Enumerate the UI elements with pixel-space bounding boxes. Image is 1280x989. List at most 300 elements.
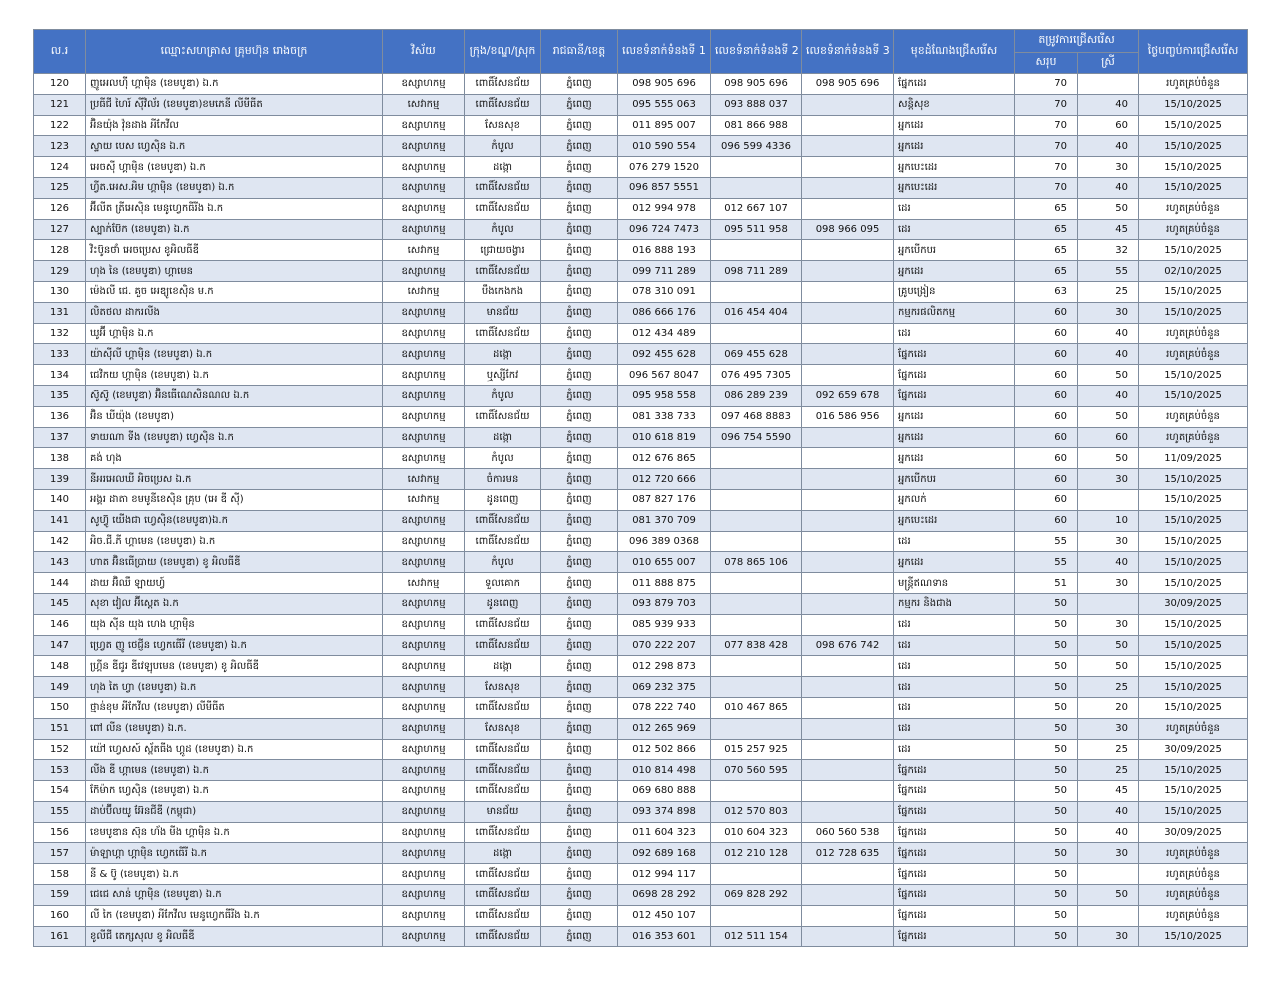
cell-position: ផ្នែកដេរ: [894, 801, 1015, 822]
cell-deadline: រហូតគ្រប់ចំនួន: [1139, 843, 1248, 864]
cell-position: ដេរ: [894, 677, 1015, 698]
cell-female: 60: [1078, 427, 1139, 448]
header-company: ឈ្មោះសហគ្រាស គ្រុមហ៊ុន រោងចក្រ: [86, 30, 383, 74]
cell-deadline: 15/10/2025: [1139, 677, 1248, 698]
cell-total: 65: [1015, 240, 1078, 261]
cell-phone1: 012 720 666: [618, 469, 711, 490]
cell-district: ពោធិ៍សែនជ័យ: [465, 323, 541, 344]
cell-phone2: 012 667 107: [711, 198, 802, 219]
cell-province: ភ្នំពេញ: [541, 261, 618, 282]
cell-no: 124: [34, 157, 86, 178]
cell-phone2: 098 711 289: [711, 261, 802, 282]
cell-company: ខេមបូឌាន ស៊ុន ហ័ង មីង ហ្គាម៉ិន ឯ.ក: [86, 822, 383, 843]
cell-province: ភ្នំពេញ: [541, 177, 618, 198]
cell-district: កំបូល: [465, 552, 541, 573]
cell-phone1: 096 857 5551: [618, 177, 711, 198]
cell-position: ផ្នែកដេរ: [894, 822, 1015, 843]
table-row: [34, 864, 1248, 885]
cell-deadline: 30/09/2025: [1139, 739, 1248, 760]
cell-total: 50: [1015, 905, 1078, 926]
cell-deadline: រហូតគ្រប់ចំនួន: [1139, 885, 1248, 906]
cell-phone2: 070 560 595: [711, 760, 802, 781]
cell-phone3: [802, 302, 894, 323]
cell-sector: ឧស្សាហកម្ម: [383, 843, 465, 864]
cell-position: ដេរ: [894, 718, 1015, 739]
cell-deadline: 15/10/2025: [1139, 760, 1248, 781]
cell-deadline: 15/10/2025: [1139, 656, 1248, 677]
cell-province: ភ្នំពេញ: [541, 822, 618, 843]
cell-female: 30: [1078, 718, 1139, 739]
table-row: [34, 697, 1248, 718]
cell-phone2: 010 467 865: [711, 697, 802, 718]
cell-female: 30: [1078, 926, 1139, 947]
table-row: [34, 531, 1248, 552]
cell-phone1: 086 666 176: [618, 302, 711, 323]
cell-deadline: 15/10/2025: [1139, 801, 1248, 822]
cell-deadline: 15/10/2025: [1139, 781, 1248, 802]
cell-company: ឃូអ៊ី ហ្គាម៉ិន ឯ.ក: [86, 323, 383, 344]
cell-phone3: [802, 448, 894, 469]
cell-position: ផ្នែកដេរ: [894, 365, 1015, 386]
cell-total: 50: [1015, 718, 1078, 739]
cell-female: 10: [1078, 510, 1139, 531]
cell-sector: ឧស្សាហកម្ម: [383, 136, 465, 157]
cell-female: 40: [1078, 822, 1139, 843]
cell-total: 50: [1015, 593, 1078, 614]
cell-province: ភ្នំពេញ: [541, 718, 618, 739]
cell-no: 140: [34, 489, 86, 510]
cell-position: អ្នកដេរ: [894, 427, 1015, 448]
table-row: [34, 115, 1248, 136]
cell-deadline: 15/10/2025: [1139, 469, 1248, 490]
cell-province: ភ្នំពេញ: [541, 302, 618, 323]
cell-province: ភ្នំពេញ: [541, 926, 618, 947]
cell-total: 60: [1015, 448, 1078, 469]
header-deadline: ថ្ងៃបញ្ចប់ការជ្រើសរើស: [1139, 30, 1248, 74]
cell-company: វិះប៊ូនថាំ អេចប្រេស ខូអិលធីឌី: [86, 240, 383, 261]
cell-female: 30: [1078, 157, 1139, 178]
cell-province: ភ្នំពេញ: [541, 365, 618, 386]
cell-position: ដេរ: [894, 198, 1015, 219]
cell-phone3: [802, 573, 894, 594]
cell-company: ជេវិកយ ហ្គាម៉ិន (ខេមបូឌា) ឯ.ក: [86, 365, 383, 386]
cell-phone1: 093 879 703: [618, 593, 711, 614]
cell-position: ដេរ: [894, 697, 1015, 718]
cell-district: ដង្កោ: [465, 656, 541, 677]
cell-phone3: [802, 552, 894, 573]
cell-no: 160: [34, 905, 86, 926]
cell-no: 161: [34, 926, 86, 947]
table-row: [34, 94, 1248, 115]
cell-no: 157: [34, 843, 86, 864]
cell-phone2: 010 604 323: [711, 822, 802, 843]
cell-no: 136: [34, 406, 86, 427]
cell-total: 50: [1015, 760, 1078, 781]
cell-province: ភ្នំពេញ: [541, 614, 618, 635]
cell-company: យ៉ាស៊ីលី ហ្គាម៉ិន (ខេមបូឌា) ឯ.ក: [86, 344, 383, 365]
cell-phone1: 096 389 0368: [618, 531, 711, 552]
cell-company: ក៊ែម៉ាក ហ្វេស៊ិន (ខេមបូឌា) ឯ.ក: [86, 781, 383, 802]
cell-company: អ៊ិន ឃីយ៉ុង (ខេមបូឌា): [86, 406, 383, 427]
cell-total: 50: [1015, 822, 1078, 843]
cell-district: ពោធិ៍សែនជ័យ: [465, 885, 541, 906]
cell-phone3: [802, 177, 894, 198]
cell-deadline: 30/09/2025: [1139, 593, 1248, 614]
cell-phone1: 012 434 489: [618, 323, 711, 344]
cell-sector: ឧស្សាហកម្ម: [383, 593, 465, 614]
cell-total: 50: [1015, 864, 1078, 885]
cell-total: 65: [1015, 198, 1078, 219]
cell-no: 132: [34, 323, 86, 344]
cell-position: អ្នកដេរ: [894, 552, 1015, 573]
cell-no: 147: [34, 635, 86, 656]
cell-phone1: 011 888 875: [618, 573, 711, 594]
cell-company: អិច.ជី.ភី ហ្គាមេន (ខេមបូឌា) ឯ.ក: [86, 531, 383, 552]
header-no: ល.រ: [34, 30, 86, 74]
table-row: [34, 614, 1248, 635]
cell-deadline: 15/10/2025: [1139, 489, 1248, 510]
table-row: [34, 344, 1248, 365]
cell-position: ដេរ: [894, 531, 1015, 552]
table-row: [34, 323, 1248, 344]
cell-deadline: 15/10/2025: [1139, 573, 1248, 594]
cell-province: ភ្នំពេញ: [541, 801, 618, 822]
cell-no: 146: [34, 614, 86, 635]
cell-position: ដេរ: [894, 656, 1015, 677]
cell-sector: ឧស្សាហកម្ម: [383, 385, 465, 406]
cell-sector: ឧស្សាហកម្ម: [383, 552, 465, 573]
cell-female: 50: [1078, 635, 1139, 656]
cell-district: ចំការមន: [465, 469, 541, 490]
cell-deadline: 15/10/2025: [1139, 177, 1248, 198]
cell-province: ភ្នំពេញ: [541, 219, 618, 240]
cell-phone3: [802, 489, 894, 510]
cell-female: 30: [1078, 531, 1139, 552]
cell-phone2: 069 828 292: [711, 885, 802, 906]
cell-phone3: [802, 531, 894, 552]
cell-phone1: 092 455 628: [618, 344, 711, 365]
cell-female: 25: [1078, 739, 1139, 760]
cell-no: 159: [34, 885, 86, 906]
cell-total: 70: [1015, 136, 1078, 157]
cell-female: 30: [1078, 302, 1139, 323]
table-row: [34, 219, 1248, 240]
cell-sector: ឧស្សាហកម្ម: [383, 448, 465, 469]
cell-deadline: 15/10/2025: [1139, 281, 1248, 302]
cell-phone3: [802, 864, 894, 885]
cell-deadline: រហូតគ្រប់ចំនួន: [1139, 198, 1248, 219]
cell-no: 158: [34, 864, 86, 885]
cell-phone2: [711, 240, 802, 261]
cell-sector: ឧស្សាហកម្ម: [383, 885, 465, 906]
cell-position: កម្មករ និងជាង: [894, 593, 1015, 614]
cell-phone1: 016 353 601: [618, 926, 711, 947]
cell-province: ភ្នំពេញ: [541, 385, 618, 406]
cell-female: 45: [1078, 219, 1139, 240]
cell-phone1: 069 680 888: [618, 781, 711, 802]
cell-company: នី & ប៊ូ (ខេមបូឌា) ឯ.ក: [86, 864, 383, 885]
cell-phone3: [802, 697, 894, 718]
cell-deadline: 02/10/2025: [1139, 261, 1248, 282]
table-row: [34, 656, 1248, 677]
cell-no: 145: [34, 593, 86, 614]
cell-sector: ឧស្សាហកម្ម: [383, 115, 465, 136]
cell-female: 60: [1078, 115, 1139, 136]
cell-female: [1078, 864, 1139, 885]
cell-sector: ឧស្សាហកម្ម: [383, 406, 465, 427]
cell-phone3: 098 676 742: [802, 635, 894, 656]
cell-district: ពោធិ៍សែនជ័យ: [465, 406, 541, 427]
cell-deadline: 15/10/2025: [1139, 697, 1248, 718]
cell-phone3: [802, 94, 894, 115]
cell-position: អ្នកដេរ: [894, 406, 1015, 427]
cell-phone3: [802, 240, 894, 261]
cell-district: ជ្រោយចង្វារ: [465, 240, 541, 261]
cell-phone3: [802, 281, 894, 302]
cell-phone1: 096 724 7473: [618, 219, 711, 240]
cell-district: ដង្កោ: [465, 843, 541, 864]
cell-province: ភ្នំពេញ: [541, 74, 618, 95]
cell-district: កំបូល: [465, 219, 541, 240]
cell-phone1: 078 222 740: [618, 697, 711, 718]
cell-sector: ឧស្សាហកម្ម: [383, 905, 465, 926]
cell-phone3: [802, 365, 894, 386]
cell-phone3: [802, 469, 894, 490]
cell-total: 55: [1015, 552, 1078, 573]
cell-sector: សេវាកម្ម: [383, 573, 465, 594]
cell-phone1: 076 279 1520: [618, 157, 711, 178]
table-row: [34, 157, 1248, 178]
table-row: [34, 198, 1248, 219]
cell-phone3: 092 659 678: [802, 385, 894, 406]
cell-phone3: [802, 115, 894, 136]
cell-position: ផ្នែកដេរ: [894, 905, 1015, 926]
cell-position: ដេរ: [894, 219, 1015, 240]
cell-deadline: រហូតគ្រប់ចំនួន: [1139, 344, 1248, 365]
cell-phone1: 096 567 8047: [618, 365, 711, 386]
cell-phone3: [802, 905, 894, 926]
cell-phone1: 092 689 168: [618, 843, 711, 864]
table-row: [34, 885, 1248, 906]
cell-sector: ឧស្សាហកម្ម: [383, 198, 465, 219]
cell-no: 150: [34, 697, 86, 718]
cell-district: ពោធិ៍សែនជ័យ: [465, 905, 541, 926]
cell-no: 130: [34, 281, 86, 302]
header-phone3: លេខទំនាក់ទំនងទី 3: [802, 30, 894, 74]
table-row: [34, 843, 1248, 864]
cell-no: 127: [34, 219, 86, 240]
cell-phone3: 012 728 635: [802, 843, 894, 864]
cell-company: អ៊ីលីត ត្រីអេស៊ិន មេនូហ្វេកធីរីង ឯ.ក: [86, 198, 383, 219]
cell-sector: ឧស្សាហកម្ម: [383, 177, 465, 198]
cell-district: សែនសុខ: [465, 718, 541, 739]
cell-female: [1078, 593, 1139, 614]
cell-province: ភ្នំពេញ: [541, 843, 618, 864]
cell-district: ដូនពេញ: [465, 593, 541, 614]
cell-female: 30: [1078, 573, 1139, 594]
header-total: សរុប: [1015, 53, 1078, 74]
cell-phone2: 096 599 4336: [711, 136, 802, 157]
cell-female: 45: [1078, 781, 1139, 802]
cell-district: ពោធិ៍សែនជ័យ: [465, 822, 541, 843]
cell-province: ភ្នំពេញ: [541, 510, 618, 531]
cell-phone1: 069 232 375: [618, 677, 711, 698]
cell-sector: ឧស្សាហកម្ម: [383, 635, 465, 656]
cell-position: ដេរ: [894, 635, 1015, 656]
cell-no: 152: [34, 739, 86, 760]
cell-phone1: 078 310 091: [618, 281, 711, 302]
cell-province: ភ្នំពេញ: [541, 198, 618, 219]
cell-district: ពោធិ៍សែនជ័យ: [465, 531, 541, 552]
cell-deadline: 30/09/2025: [1139, 822, 1248, 843]
cell-district: មានជ័យ: [465, 302, 541, 323]
table-row: [34, 136, 1248, 157]
cell-phone3: [802, 781, 894, 802]
cell-sector: ឧស្សាហកម្ម: [383, 697, 465, 718]
cell-position: ផ្នែកដេរ: [894, 385, 1015, 406]
table-row: [34, 261, 1248, 282]
header-phone1: លេខទំនាក់ទំនងទី 1: [618, 30, 711, 74]
cell-no: 122: [34, 115, 86, 136]
cell-sector: ឧស្សាហកម្ម: [383, 781, 465, 802]
cell-deadline: 15/10/2025: [1139, 510, 1248, 531]
table-row: [34, 74, 1248, 95]
cell-position: មន្ត្រីឥណទាន: [894, 573, 1015, 594]
cell-position: អ្នកលក់: [894, 489, 1015, 510]
table-row: [34, 718, 1248, 739]
cell-no: 138: [34, 448, 86, 469]
cell-sector: ឧស្សាហកម្ម: [383, 302, 465, 323]
cell-phone1: 093 374 898: [618, 801, 711, 822]
cell-sector: ឧស្សាហកម្ម: [383, 261, 465, 282]
cell-no: 153: [34, 760, 86, 781]
cell-total: 60: [1015, 365, 1078, 386]
cell-district: ឬស្សីកែវ: [465, 365, 541, 386]
cell-district: ទួលគោក: [465, 573, 541, 594]
cell-sector: ឧស្សាហកម្ម: [383, 365, 465, 386]
cell-no: 149: [34, 677, 86, 698]
cell-company: យ៉ៅ ហ្វេសស៍ ស្ព័តធីង ហ្គូដ (ខេមបូឌា) ឯ.ក: [86, 739, 383, 760]
table-row: [34, 573, 1248, 594]
cell-female: [1078, 905, 1139, 926]
cell-total: 65: [1015, 261, 1078, 282]
cell-position: អ្នកបេះដេរ: [894, 177, 1015, 198]
cell-company: លីង ឌី ហ្គាមេន (ខេមបូឌា) ឯ.ក: [86, 760, 383, 781]
cell-sector: ឧស្សាហកម្ម: [383, 219, 465, 240]
table-row: [34, 905, 1248, 926]
cell-phone2: 076 495 7305: [711, 365, 802, 386]
cell-district: ពោធិ៍សែនជ័យ: [465, 614, 541, 635]
header-province: រាជធានី/ខេត្ត: [541, 30, 618, 74]
cell-total: 70: [1015, 177, 1078, 198]
cell-district: កំបូល: [465, 385, 541, 406]
cell-phone2: 098 905 696: [711, 74, 802, 95]
cell-sector: ឧស្សាហកម្ម: [383, 531, 465, 552]
cell-female: 40: [1078, 136, 1139, 157]
cell-total: 70: [1015, 94, 1078, 115]
cell-phone2: [711, 281, 802, 302]
cell-phone3: [802, 427, 894, 448]
cell-sector: សេវាកម្ម: [383, 489, 465, 510]
cell-phone2: [711, 177, 802, 198]
cell-phone1: 010 814 498: [618, 760, 711, 781]
cell-phone2: [711, 573, 802, 594]
table-header: [34, 30, 1248, 74]
cell-sector: ឧស្សាហកម្ម: [383, 739, 465, 760]
cell-company: ខូលីជី តេក្សសុល ខូ អិលធីឌី: [86, 926, 383, 947]
cell-province: ភ្នំពេញ: [541, 406, 618, 427]
cell-phone1: 0698 28 292: [618, 885, 711, 906]
cell-deadline: 11/09/2025: [1139, 448, 1248, 469]
cell-company: ស្ទាយ បេស ហ្វេស៊ិន ឯ.ក: [86, 136, 383, 157]
cell-province: ភ្នំពេញ: [541, 157, 618, 178]
cell-no: 126: [34, 198, 86, 219]
cell-total: 50: [1015, 656, 1078, 677]
cell-phone3: 098 905 696: [802, 74, 894, 95]
table-row: [34, 469, 1248, 490]
cell-position: ផ្នែកដេរ: [894, 926, 1015, 947]
cell-province: ភ្នំពេញ: [541, 448, 618, 469]
cell-female: 20: [1078, 697, 1139, 718]
cell-company: អង្គរ ដាតា ខមមូនីខេស៊ិន គ្រុប (អេ ឌី ស៊ី): [86, 489, 383, 510]
cell-phone3: [802, 510, 894, 531]
cell-phone1: 012 298 873: [618, 656, 711, 677]
cell-phone2: [711, 489, 802, 510]
cell-phone1: 012 994 978: [618, 198, 711, 219]
cell-deadline: រហូតគ្រប់ចំនួន: [1139, 718, 1248, 739]
cell-province: ភ្នំពេញ: [541, 739, 618, 760]
cell-no: 121: [34, 94, 86, 115]
cell-female: 50: [1078, 885, 1139, 906]
cell-total: 70: [1015, 74, 1078, 95]
cell-district: ពោធិ៍សែនជ័យ: [465, 261, 541, 282]
cell-company: ទាយណា ទីង (ខេមបូឌា) ហ្វេស៊ិន ឯ.ក: [86, 427, 383, 448]
cell-position: ផ្នែកដេរ: [894, 760, 1015, 781]
cell-company: ជេជេ សាន់ ហ្គាម៉ិន (ខេមបូឌា) ឯ.ក: [86, 885, 383, 906]
table-row: [34, 926, 1248, 947]
cell-no: 123: [34, 136, 86, 157]
cell-sector: សេវាកម្ម: [383, 240, 465, 261]
cell-female: 40: [1078, 323, 1139, 344]
cell-female: 50: [1078, 198, 1139, 219]
cell-deadline: រហូតគ្រប់ចំនួន: [1139, 74, 1248, 95]
cell-deadline: 15/10/2025: [1139, 614, 1248, 635]
cell-phone3: [802, 157, 894, 178]
cell-phone1: 012 502 866: [618, 739, 711, 760]
cell-phone1: 095 555 063: [618, 94, 711, 115]
cell-province: ភ្នំពេញ: [541, 905, 618, 926]
cell-phone2: [711, 718, 802, 739]
cell-deadline: 15/10/2025: [1139, 115, 1248, 136]
cell-phone1: 010 590 554: [618, 136, 711, 157]
cell-total: 50: [1015, 801, 1078, 822]
cell-phone2: 012 570 803: [711, 801, 802, 822]
table-row: [34, 822, 1248, 843]
cell-phone2: [711, 448, 802, 469]
cell-position: ផ្នែកដេរ: [894, 781, 1015, 802]
table-row: [34, 489, 1248, 510]
cell-phone2: [711, 531, 802, 552]
cell-total: 55: [1015, 531, 1078, 552]
cell-province: ភ្នំពេញ: [541, 697, 618, 718]
cell-province: ភ្នំពេញ: [541, 344, 618, 365]
cell-no: 142: [34, 531, 86, 552]
cell-phone3: [802, 718, 894, 739]
cell-province: ភ្នំពេញ: [541, 573, 618, 594]
cell-district: ពោធិ៍សែនជ័យ: [465, 74, 541, 95]
cell-total: 60: [1015, 510, 1078, 531]
cell-total: 50: [1015, 843, 1078, 864]
